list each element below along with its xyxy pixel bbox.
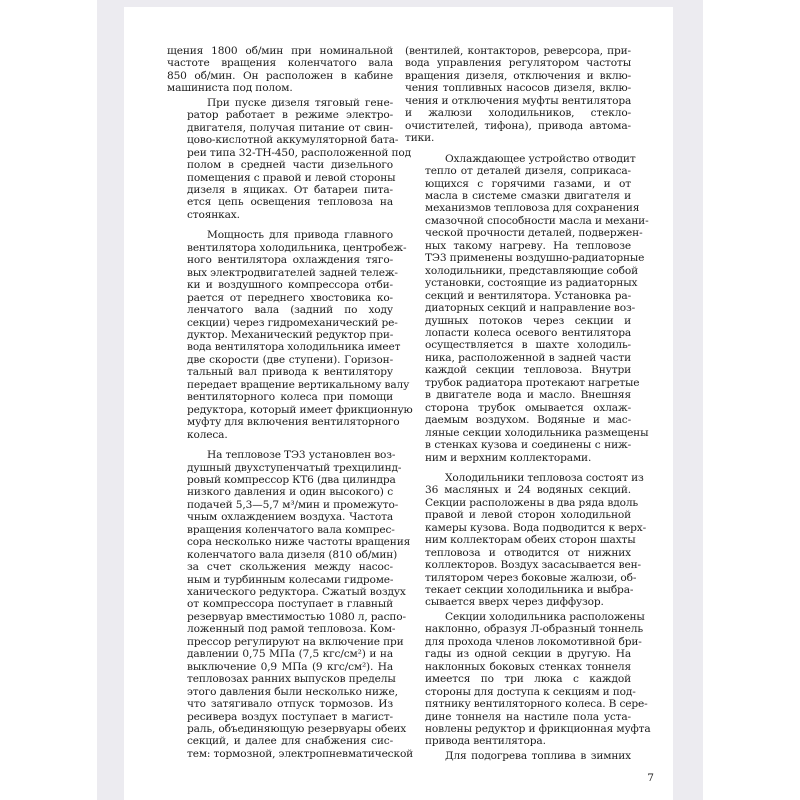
text-line: прессор регулируют на включение при xyxy=(187,635,404,648)
text-line: тем: тормозной, электропневматической xyxy=(187,747,414,760)
text-line: масла в системе смазки двигателя и xyxy=(425,189,631,202)
text-line: наклонных боковых стенках тоннеля xyxy=(425,660,631,673)
paragraph xyxy=(405,610,651,748)
text-line: Мощность для привода главного xyxy=(207,229,393,242)
text-line: секций и вентилятора. Установка ра- xyxy=(425,289,631,302)
text-line: в двигателе вода и масло. Внешняя xyxy=(425,389,631,402)
right-column xyxy=(405,45,651,762)
text-line: каждой секции тепловоза. Внутри xyxy=(425,364,631,377)
text-line: 36 масляных и 24 водяных секций. xyxy=(425,484,631,497)
paragraph xyxy=(405,750,631,762)
text-line: резервуар вместимостью 1080 л, распо- xyxy=(187,610,406,623)
text-line: гады из одной секции в другую. На xyxy=(425,648,631,661)
text-line: тики. xyxy=(405,132,435,145)
text-line: реи типа 32-ТН-450, расположенной под xyxy=(187,146,411,159)
text-line: ется цепь освещения тепловоза на xyxy=(187,196,393,209)
text-line: колеса. xyxy=(187,428,228,441)
text-line: смазочной способности масла и механи- xyxy=(425,214,649,227)
text-line: дизеля в ящиках. От батареи пита- xyxy=(187,183,393,196)
text-line: стоянках. xyxy=(187,208,240,221)
paragraph xyxy=(405,45,631,145)
text-line: и жалюзи холодильников, стекло- xyxy=(405,107,631,120)
text-line: щения 1800 об/мин при номинальной xyxy=(167,45,393,57)
text-line: чения и отключения муфты вентилятора xyxy=(405,94,632,107)
paragraph xyxy=(405,152,649,464)
text-line: низкого давления и один высокого) с xyxy=(187,486,393,499)
text-line: новлены редуктор и фрикционная муфта xyxy=(425,723,651,736)
text-line: подачей 5,3—5,7 м³/мин и промежуто- xyxy=(187,498,399,511)
paragraph xyxy=(167,229,413,441)
text-line: ческой прочности деталей, подвержен- xyxy=(425,227,643,240)
text-line: ки и воздушного компрессора отби- xyxy=(187,279,393,292)
text-line: чным охлаждением воздуха. Частота xyxy=(187,511,393,524)
text-line: На тепловозе ТЭ3 установлен воз- xyxy=(207,449,396,462)
text-line: ленчатого вала (задний по ходу xyxy=(187,304,393,317)
text-line: стороны для доступа к секциям и под- xyxy=(425,685,636,698)
text-line: ратор работает в режиме электро- xyxy=(187,109,393,122)
text-line: полом в средней части дизельного xyxy=(187,159,393,172)
text-line: раль, объединяющую резервуары обеих xyxy=(187,723,407,736)
text-line: секции) через гидромеханический ре- xyxy=(187,316,398,329)
text-line: При пуске дизеля тяговый гене- xyxy=(207,96,393,109)
paragraph xyxy=(167,45,393,95)
text-line: текает секции холодильника и выбра- xyxy=(425,584,634,597)
text-line: цово-кислотной аккумуляторной бата- xyxy=(187,134,399,147)
text-line: от компрессора поступает в главный xyxy=(187,598,393,611)
text-line: для прохода членов локомотивной бри- xyxy=(425,635,642,648)
paragraph xyxy=(167,449,414,760)
text-line: правой и левой сторон холодильной xyxy=(425,509,631,522)
text-line: сора несколько ниже частоты вращения xyxy=(187,536,411,549)
text-line: тепловозах ранних выпусков пределы xyxy=(187,673,396,686)
text-line: душный двухступенчатый трехцилинд- xyxy=(187,461,402,474)
text-line: муфту для включения вентиляторного xyxy=(187,416,400,429)
text-line: пятнику вентиляторного колеса. В сере- xyxy=(425,698,648,711)
text-line: выключение 0,9 МПа (9 кгс/см²). На xyxy=(187,660,393,673)
text-line: дуктор. Механический редуктор при- xyxy=(187,328,394,341)
text-line: ресивера воздух поступает в магист- xyxy=(187,710,393,723)
page-number: 7 xyxy=(647,772,654,784)
text-line: холодильники, представляющие собой xyxy=(425,264,638,277)
text-line: вентилятора холодильника, центробеж- xyxy=(187,241,407,254)
text-line: установки, состоящие из радиаторных xyxy=(425,277,638,290)
document-page xyxy=(124,7,673,800)
text-line: этого давления были несколько ниже, xyxy=(187,685,398,698)
text-line: механизмов тепловоза для сохранения xyxy=(425,202,640,215)
left-column xyxy=(167,45,414,760)
text-line: вращения коленчатого вала компрес- xyxy=(187,523,395,536)
text-line: секций, и далее для снабжения сис- xyxy=(187,735,393,748)
text-line: чения топливных насосов дизеля, вклю- xyxy=(405,82,631,95)
text-line: за счет скольжения между насос- xyxy=(187,561,393,574)
text-line: Секции холодильника расположены xyxy=(445,610,645,623)
paragraph xyxy=(405,471,647,609)
text-line: ных такому нагреву. На тепловозе xyxy=(425,239,631,252)
text-line: привода вентилятора. xyxy=(425,735,546,748)
text-line: Секции расположены в два ряда вдоль xyxy=(425,496,639,509)
text-line: Холодильники тепловоза состоят из xyxy=(445,471,644,484)
text-line: две скорости (две ступени). Горизон- xyxy=(187,353,393,366)
text-line: лопасти колеса осевого вентилятора xyxy=(425,326,631,339)
text-line: очистителей, тифона), привода автома- xyxy=(405,119,631,132)
text-line: сторона трубок омывается охлаж- xyxy=(425,401,631,414)
text-line: наклонно, образуя Л-образный тоннель xyxy=(425,623,643,636)
text-line: в стенках кузова и соединены с ниж- xyxy=(425,439,631,452)
text-line: ным и турбинным колесами гидроме- xyxy=(187,573,394,586)
text-line: даемым воздухом. Водяные и мас- xyxy=(425,414,631,427)
text-line: Охлаждающее устройство отводит xyxy=(445,152,636,165)
text-line: тепловоза и отводится от нижних xyxy=(425,546,631,559)
text-line: сывается вверх через диффузор. xyxy=(425,596,604,609)
text-line: 850 об/мин. Он расположен в кабине xyxy=(167,69,393,82)
text-line: частоте вращения коленчатого вала xyxy=(167,57,393,70)
text-line: ляные секции холодильника размещены xyxy=(425,426,649,439)
text-line: осуществляется в шахте холодиль- xyxy=(425,339,631,352)
text-line: Для подогрева топлива в зимних xyxy=(445,749,631,762)
text-line: коллекторов. Воздух засасывается вен- xyxy=(425,559,641,572)
text-line: ТЭ3 применены воздушно-радиаторные xyxy=(425,252,645,265)
text-line: передает вращение вертикальному валу xyxy=(187,378,410,391)
text-line: ханического редуктора. Сжатый воздух xyxy=(187,586,406,599)
text-line: душных потоков через секции и xyxy=(425,314,631,327)
text-line: вращения дизеля, отключения и вклю- xyxy=(405,69,631,82)
text-line: ровый компрессор КТ6 (два цилиндра xyxy=(187,473,396,486)
text-line: вода вентилятора холодильника имеет xyxy=(187,341,401,354)
text-line: ника, расположенной в задней части xyxy=(425,351,631,364)
text-line: помещения с правой и левой стороны xyxy=(187,171,396,184)
text-line: диаторных секций и направление воз- xyxy=(425,302,636,315)
text-line: коленчатого вала дизеля (810 об/мин) xyxy=(187,548,398,561)
text-line: ющихся с горячими газами, и от xyxy=(425,177,631,190)
text-line: тепло от деталей дизеля, соприкаса- xyxy=(425,165,631,178)
text-line: вых электродвигателей задней тележ- xyxy=(187,266,398,279)
text-line: тальный вал привода к вентилятору xyxy=(187,366,393,379)
text-line: ним коллекторам обеих сторон шахты xyxy=(425,534,636,547)
text-line: имеется по три люка с каждой xyxy=(425,673,631,686)
text-line: давлении 0,75 МПа (7,5 кгс/см²) и на xyxy=(187,648,393,661)
text-line: машиниста под полом. xyxy=(167,82,293,95)
text-line: что затягивало отпуск тормозов. Из xyxy=(187,698,393,711)
text-line: вода управления регулятором частоты xyxy=(405,57,631,70)
text-line: камеры кузова. Вода подводится к верх- xyxy=(425,521,647,534)
text-line: дине тоннеля на настиле пола уста- xyxy=(425,710,631,723)
text-line: вентиляторного колеса при помощи xyxy=(187,391,393,404)
text-line: ним и верхним коллекторами. xyxy=(425,451,592,464)
paragraph xyxy=(167,96,411,222)
text-line: (вентилей, контакторов, реверсора, при- xyxy=(405,45,631,57)
text-line: рается от переднего хвостовика ко- xyxy=(187,291,393,304)
text-line: трубок радиатора протекают нагретые xyxy=(425,376,640,389)
text-line: редуктора, который имеет фрикционную xyxy=(187,403,413,416)
text-line: двигателя, получая питание от свин- xyxy=(187,121,393,134)
text-line: ного вентилятора охлаждения тяго- xyxy=(187,254,393,267)
text-line: ложенный под рамой тепловоза. Ком- xyxy=(187,623,396,636)
text-line: тилятором через боковые жалюзи, об- xyxy=(425,571,637,584)
